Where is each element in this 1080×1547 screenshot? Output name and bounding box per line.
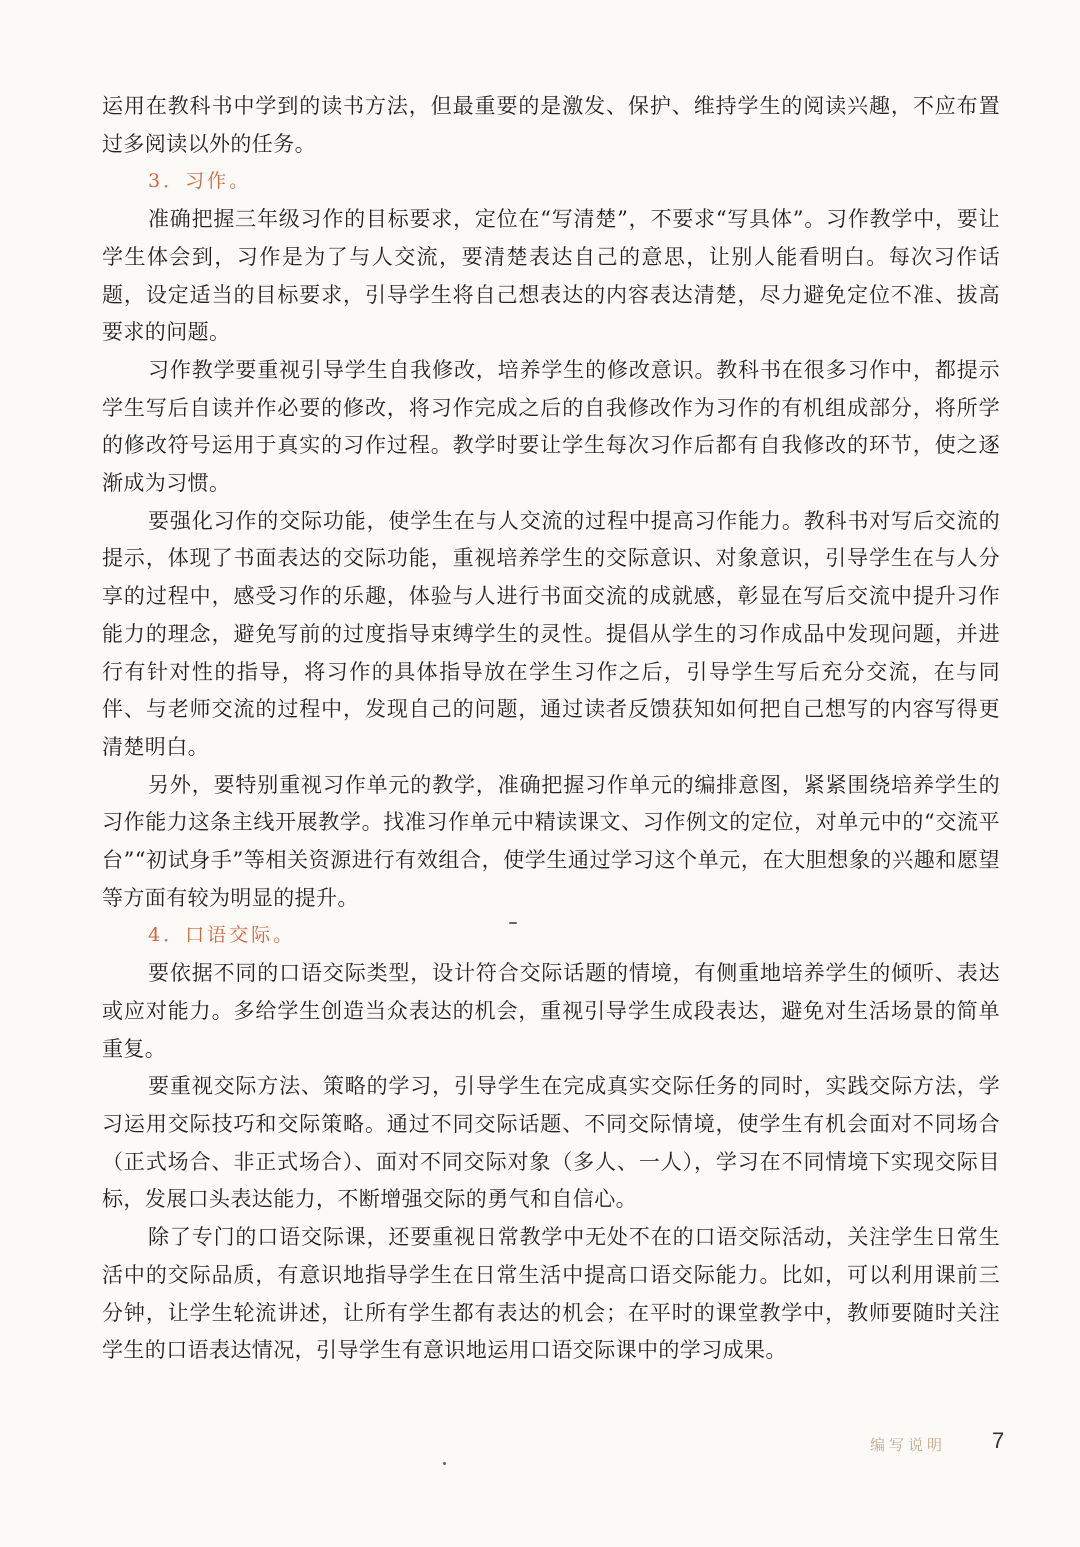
- paragraph-oral-types: 要依据不同的口语交际类型，设计符合交际话题的情境，有侧重地培养学生的倾听、表达或应对能力。多给学生创造当众表达的机会，重视引导学生成段表达，避免对生活场景的简单重复。: [102, 961, 1000, 1061]
- stray-dash-mark: [509, 922, 517, 924]
- paragraph-reading-conclusion: 运用在教科书中学到的读书方法，但最重要的是激发、保护、维持学生的阅读兴趣，不应布置过多阅读以外的任务。: [102, 94, 1000, 156]
- stray-dot-mark: [443, 1462, 446, 1465]
- section-heading-oral-communication: 4．口语交际。: [148, 924, 296, 947]
- paragraph-writing-self-revision: 习作教学要重视引导学生自我修改，培养学生的修改意识。教科书在很多习作中，都提示学生写后自读并作必要的修改，将习作完成之后的自我修改作为习作的有机组成部分，将所学的修改符号运用于真实的习作过程。教学时要让学生每次习作后都有自我修改的环节，使之逐渐成为习惯。: [102, 357, 1000, 496]
- paragraph-oral-daily: 除了专门的口语交际课，还要重视日常教学中无处不在的口语交际活动，关注学生日常生活中的交际品质，有意识地指导学生在日常生活中提高口语交际能力。比如，可以利用课前三分钟，让学生轮流讲述，让所有学生都有表达的机会；在平时的课堂教学中，教师要随时关注学生的口语表达情况，引导学生有意识地运用口语交际课中的学习成果。: [102, 1225, 1000, 1363]
- paragraph-oral-strategies: 要重视交际方法、策略的学习，引导学生在完成真实交际任务的同时，实践交际方法，学习运用交际技巧和交际策略。通过不同交际话题、不同交际情境，使学生有机会面对不同场合（正式场合、非正式场合）、面对不同交际对象（多人、一人），学习在不同情境下实现交际目标，发展口头表达能力，不断增强交际的勇气和自信心。: [102, 1074, 1000, 1212]
- paragraph-writing-goals: 准确把握三年级习作的目标要求，定位在“写清楚”，不要求“写具体”。习作教学中，要让学生体会到，习作是为了与人交流，要清楚表达自己的意思，让别人能看明白。每次习作话题，设定适当的目标要求，引导学生将自己想表达的内容表达清楚，尽力避免定位不准、拔高要求的问题。: [102, 207, 1000, 345]
- section-heading-writing: 3．习作。: [148, 170, 252, 193]
- paragraph-writing-communication: 要强化习作的交际功能，使学生在与人交流的过程中提高习作能力。教科书对写后交流的提示，体现了书面表达的交际功能，重视培养学生的交际意识、对象意识，引导学生在与人分享的过程中，感受习作的乐趣，体验与人进行书面交流的成就感，彰显在写后交流中提升习作能力的理念，避免写前的过度指导束缚学生的灵性。提倡从学生的习作成品中发现问题，并进行有针对性的指导，将习作的具体指导放在学生习作之后，引导学生写后充分交流，在与同伴、与老师交流的过程中，发现自己的问题，通过读者反馈获知如何把自己想写的内容写得更清楚明白。: [102, 508, 1000, 759]
- page-number: 7: [992, 1428, 1005, 1453]
- page-footer: [870, 1428, 1020, 1460]
- page-body: [102, 88, 1000, 1370]
- paragraph-writing-unit: 另外，要特别重视习作单元的教学，准确把握习作单元的编排意图，紧紧围绕培养学生的习作能力这条主线开展教学。找准习作单元中精读课文、习作例文的定位，对单元中的“交流平台”“初试身手”等相关资源进行有效组合，使学生通过学习这个单元，在大胆想象的兴趣和愿望等方面有较为明显的提升。: [102, 772, 1000, 910]
- footer-section-label: 编写说明: [870, 1436, 947, 1454]
